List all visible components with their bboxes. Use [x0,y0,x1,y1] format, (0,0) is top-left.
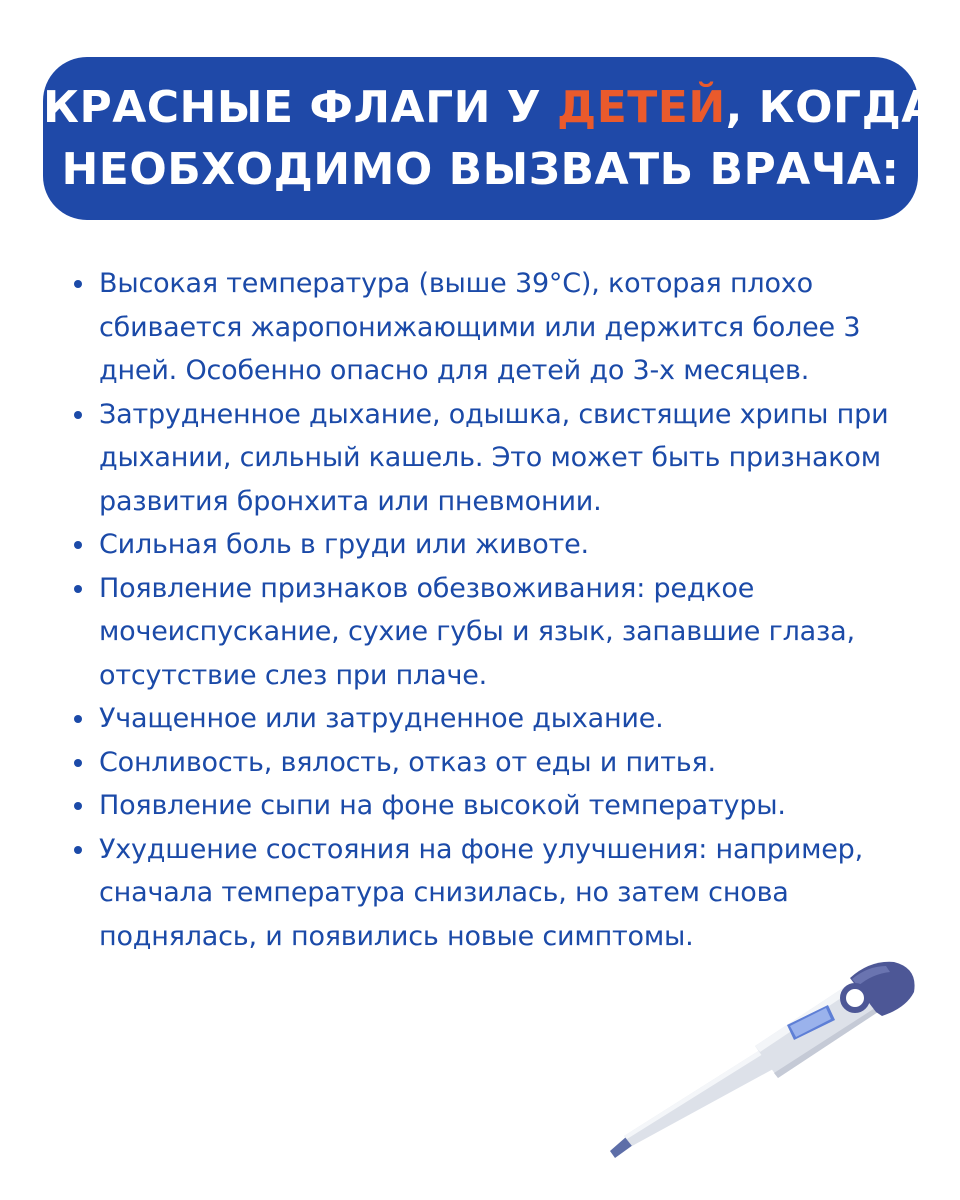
list-item [72,262,902,393]
title-text-start: КРАСНЫЕ ФЛАГИ У [43,82,557,133]
title-banner [43,57,936,220]
list-item-text: Появление признаков обезвоживания: редкое мочеиспускание, сухие губы и язык, запавшие глаза, отсутствие слез при плаче. [99,572,855,691]
list-item-text: Появление сыпи на фоне высокой температуры. [99,790,786,821]
bullet-icon [74,585,82,593]
list-item [72,567,902,698]
title-line-2: НЕОБХОДИМО ВЫЗВАТЬ ВРАЧА: [61,144,900,195]
bullet-icon [74,846,82,854]
bullet-icon [74,411,82,419]
list-item [72,784,902,828]
title-text-end: , КОГДА [725,82,936,133]
bullet-icon [74,759,82,767]
bullet-icon [74,802,82,810]
list-item [72,828,902,959]
list-item [72,741,902,785]
list-item [72,697,902,741]
list-item-text: Затрудненное дыхание, одышка, свистящие хрипы при дыхании, сильный кашель. Это может быть признаком развития бронхита или пневмонии. [99,398,889,517]
list-item [72,523,902,567]
title-line-1 [43,77,936,139]
title-accent-word: ДЕТЕЙ [557,82,726,133]
red-flags-list [72,262,902,958]
list-item-text: Сонливость, вялость, отказ от еды и питья. [99,746,716,778]
list-item-text: Высокая температура (выше 39°C), которая плохо сбивается жаропонижающими или держится более 3 дней. Особенно опасно для детей до 3-х месяцев. [99,268,861,386]
list-item-text: Сильная боль в груди или животе. [99,529,589,560]
thermometer-icon [600,950,920,1160]
bullet-icon [74,541,82,549]
list-item-text: Ухудшение состояния на фоне улучшения: например, сначала температура снизилась, но затем снова поднялась, и появились новые симптомы. [99,833,863,952]
bullet-icon [74,715,82,723]
list-item-text: Учащенное или затрудненное дыхание. [99,703,664,734]
bullet-icon [74,280,82,288]
list-item [72,393,902,524]
